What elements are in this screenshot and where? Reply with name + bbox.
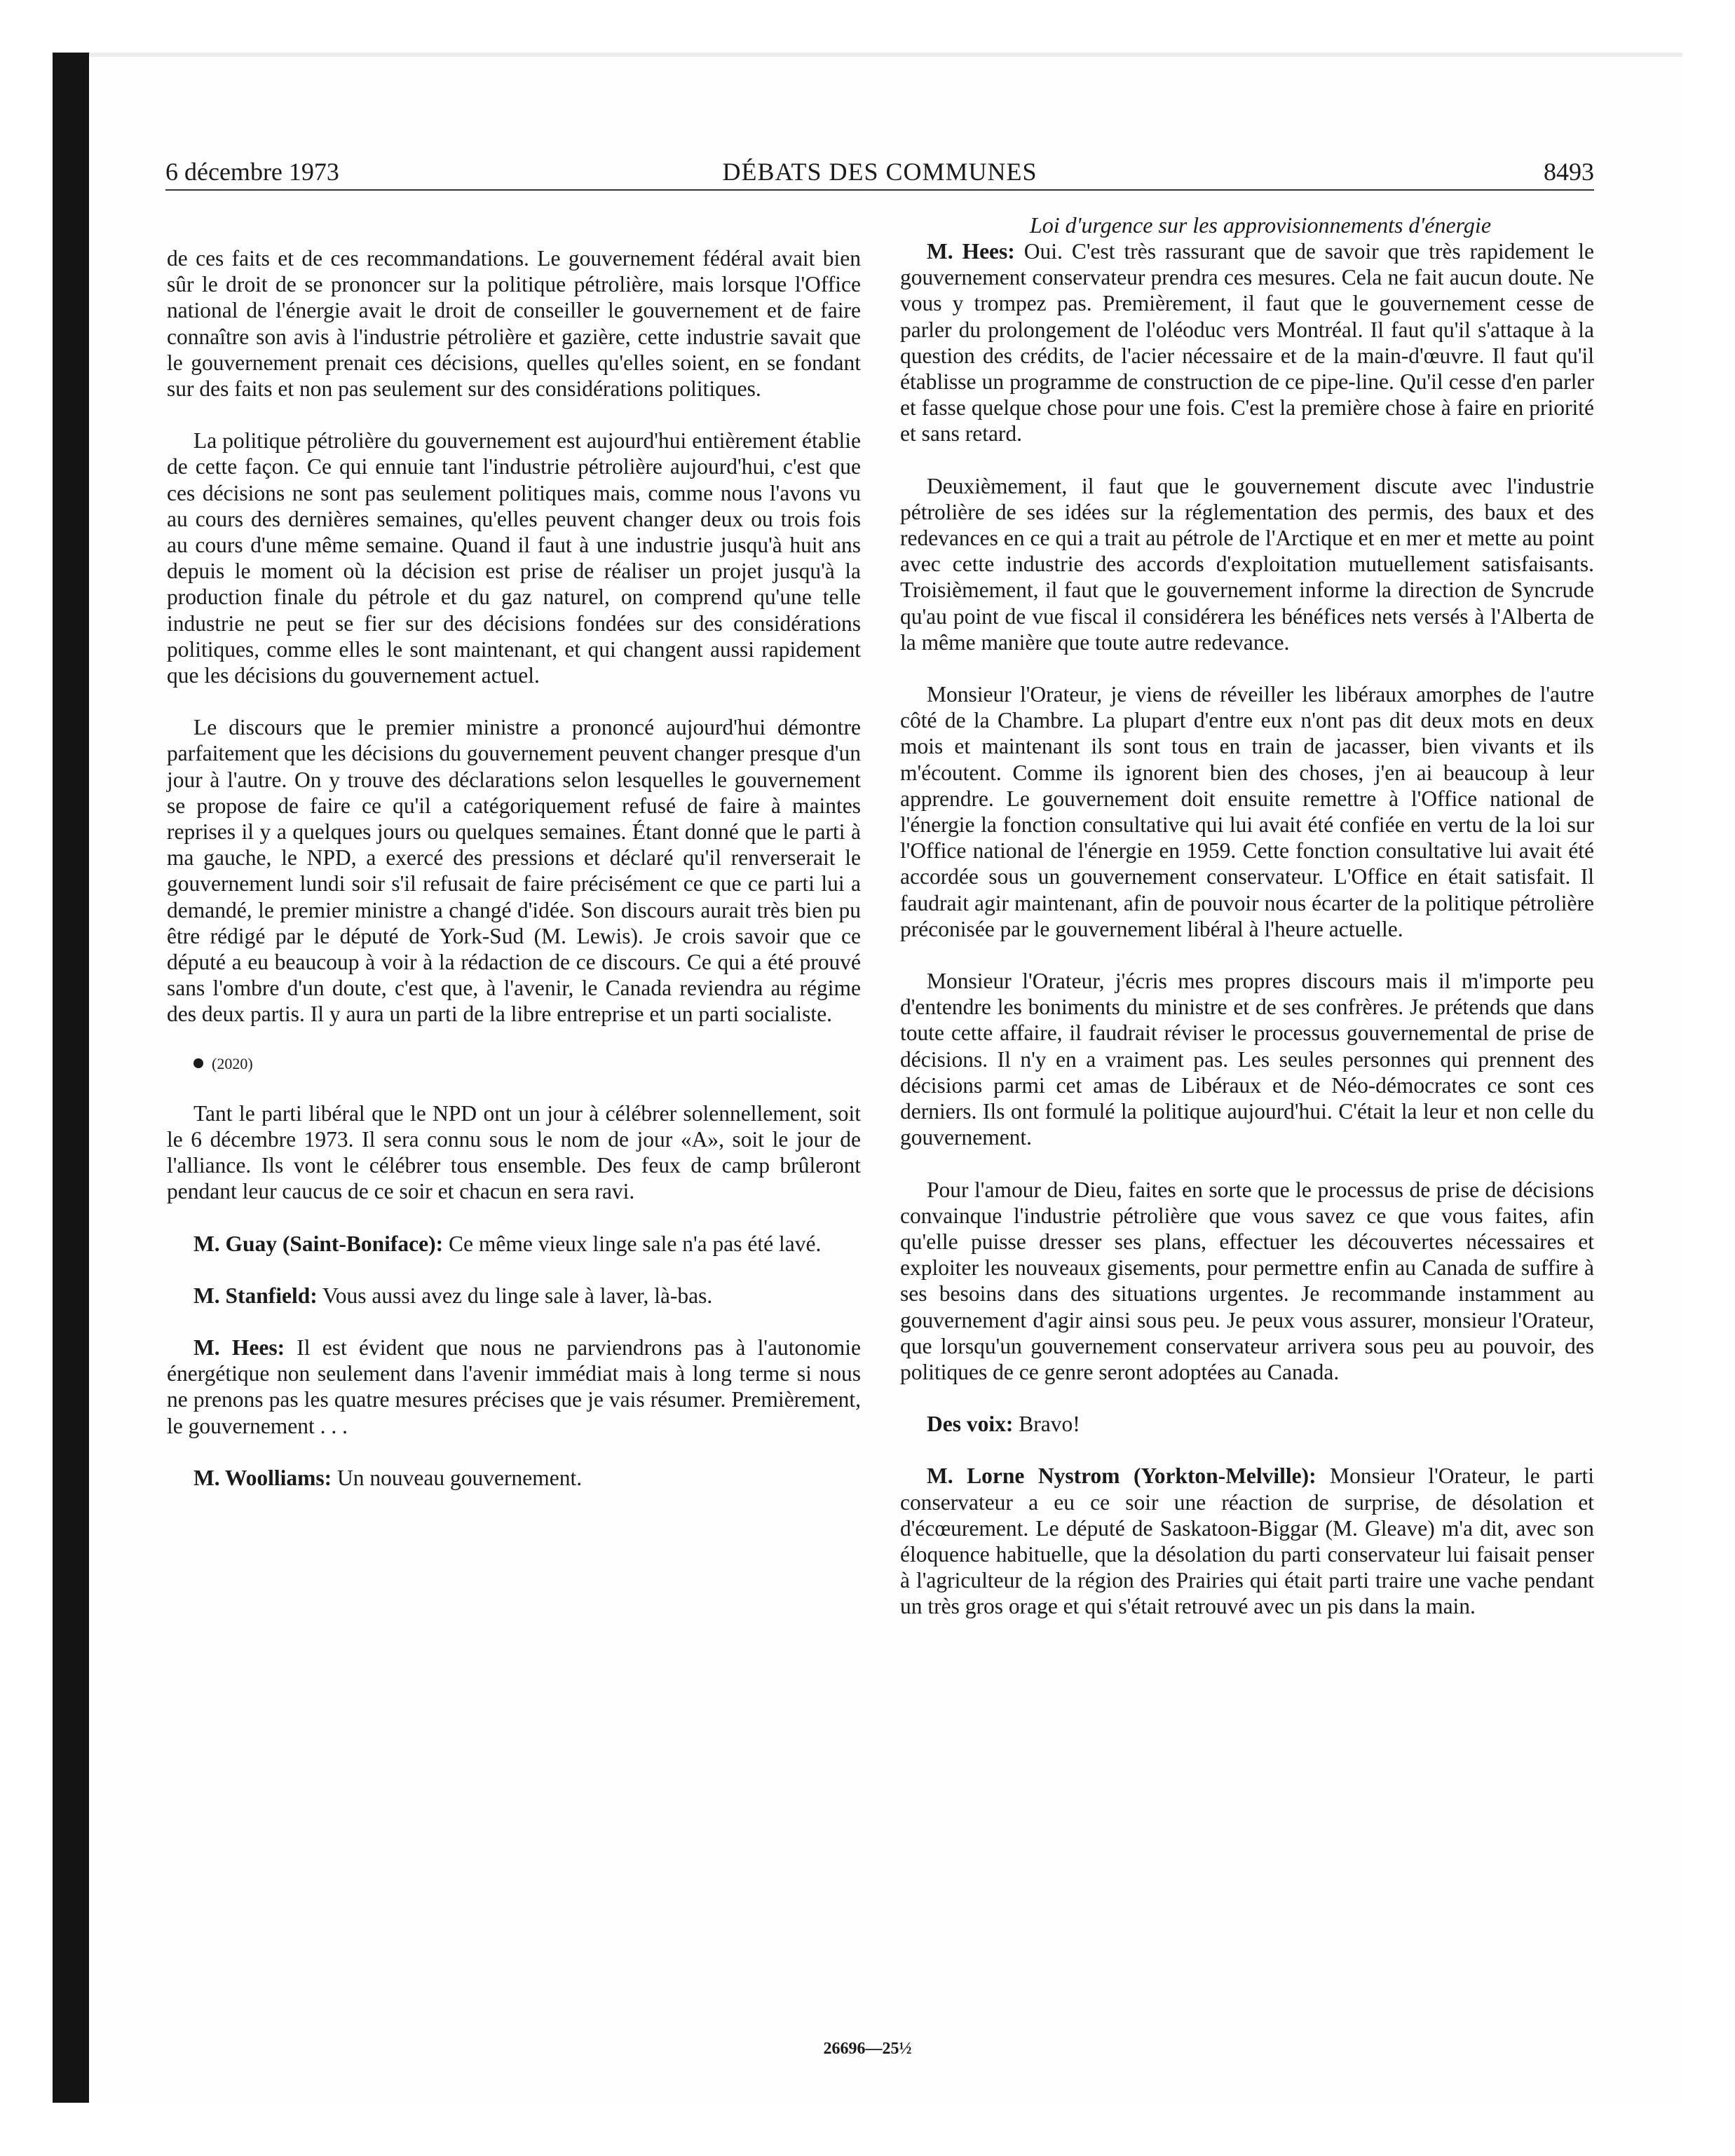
page-footer-code: 26696—25½: [823, 2040, 912, 2058]
time-marker-label: (2020): [212, 1054, 253, 1072]
paragraph: Deuxièmement, il faut que le gouvernement discute avec l'industrie pétrolière de ses idées sur la réglementation des permis, des baux et des redevances en ce qui a trait au pétrole de l'Arctique et en mer et mette au point avec cette industrie des accords d'exploitation mutuellement satisfaisants. Troisièmement, il faut que le gouvernement informe la direction de Syncrude qu'au point de vue fiscal il considérera les bénéfices nets versés à l'Alberta de la même manière que toute autre redevance.: [900, 473, 1594, 655]
paragraph: Le discours que le premier ministre a prononcé aujourd'hui démontre parfaitement que les décisions du gouvernement peuvent changer presque d'un jour à l'autre. On y trouve des déclarations selon lesquelles le gouvernement se propose de faire ce qu'il a catégoriquement refusé de faire à maintes reprises il y a quelques jours ou quelques semaines. Étant donné que le parti à ma gauche, le NPD, a exercé des pressions et déclaré qu'il renverserait le gouvernement lundi soir s'il refusait de faire précisément ce que ce parti lui a demandé, le premier ministre a changé d'idée. Son discours aurait très bien pu être rédigé par le député de York-Sud (M. Lewis). Je crois savoir que ce député a eu beaucoup à voir à la rédaction de ce discours. Ce qui a été prouvé sans l'ombre d'un doute, c'est que, à l'avenir, le Canada reviendra au régime des deux partis. Il y aura un parti de la libre entreprise et un parti socialiste.: [167, 715, 861, 1027]
speaker-name: M. Hees:: [927, 239, 1015, 264]
speech: [900, 1463, 1594, 1619]
running-head: Loi d'urgence sur les approvisionnements d'énergie: [1029, 212, 1492, 238]
time-marker: [167, 1053, 861, 1074]
speaker-name: M. Hees:: [193, 1335, 285, 1360]
header-rule: [165, 189, 1594, 191]
speech-text: Vous aussi avez du linge sale à laver, là-bas.: [317, 1283, 713, 1308]
left-column: [167, 245, 861, 1491]
right-column: [900, 212, 1594, 1620]
paragraph: Monsieur l'Orateur, j'écris mes propres discours mais il m'importe peu d'entendre les boniments du ministre et de ses confrères. Je prétends que dans toute cette affaire, il faudrait réviser le processus gouvernemental de prise de décisions. Il n'y en a vraiment pas. Les seules personnes qui prennent des décisions parmi cet amas de Libéraux et de Néo-démocrates ce sont ces derniers. Ils ont formulé la politique aujourd'hui. C'était la leur et non celle du gouvernement.: [900, 969, 1594, 1150]
speaker-name: Des voix:: [927, 1412, 1014, 1437]
speech: [167, 1465, 861, 1491]
speaker-name: M. Guay (Saint-Boniface):: [193, 1231, 444, 1256]
scan-binding-edge: [53, 53, 89, 2103]
speaker-name: M. Woolliams:: [193, 1465, 332, 1490]
paragraph: Tant le parti libéral que le NPD ont un jour à célébrer solennellement, soit le 6 décembre 1973. Il sera connu sous le nom de jour «A», soit le jour de l'alliance. Ils vont le célébrer tous ensemble. Des feux de camp brûleront pendant leur caucus de ce soir et chacun en sera ravi.: [167, 1100, 861, 1204]
paragraph: Pour l'amour de Dieu, faites en sorte que le processus de prise de décisions convainque l'industrie pétrolière que vous savez ce que vous faites, afin qu'elle puisse dresser ses plans, effectuer les découvertes nécessaires et exploiter les nouveaux gisements, pour permettre enfin au Canada de suffire à ses besoins dans des situations urgentes. Je recommande instamment au gouvernement d'agir ainsi sous peu. Je peux vous assurer, monsieur l'Orateur, que lorsqu'un gouvernement conservateur arrivera sous peu au pouvoir, des politiques de ce genre seront adoptées au Canada.: [900, 1177, 1594, 1384]
paragraph: de ces faits et de ces recommandations. Le gouvernement fédéral avait bien sûr le droit de se prononcer sur la politique pétrolière, mais lorsque l'Office national de l'énergie avait le droit de conseiller le gouvernement et de faire connaître son avis à l'industrie pétrolière et gazière, cette industrie savait que le gouvernement prenait ces décisions, quelles qu'elles soient, en se fondant sur des faits et non pas seulement sur des considérations politiques.: [167, 246, 861, 402]
page-header: [165, 154, 1594, 189]
speech: [900, 1411, 1594, 1437]
speaker-name: M. Lorne Nystrom (Yorkton-Melville):: [927, 1464, 1316, 1489]
speech: [167, 1231, 861, 1257]
header-title: DÉBATS DES COMMUNES: [722, 158, 1037, 186]
speech-text: Il est évident que nous ne parviendrons pas à l'autonomie énergétique non seulement dans l'avenir immédiat mais à long terme si nous ne prenons pas les quatre mesures précises que je vais résumer. Premièrement, le gouvernement . . .: [167, 1335, 861, 1438]
speech-text: Un nouveau gouvernement.: [332, 1465, 583, 1490]
paragraph: La politique pétrolière du gouvernement est aujourd'hui entièrement établie de cette façon. Ce qui ennuie tant l'industrie pétrolière aujourd'hui, c'est que ces décisions ne sont pas seulement politiques mais, comme nous l'avons vu au cours des dernières semaines, qu'elles peuvent changer deux ou trois fois au cours d'une même semaine. Quand il faut à une industrie jusqu'à huit ans depuis le moment où la décision est prise de réaliser un projet jusqu'à la production finale du pétrole et du gaz naturel, on comprend qu'une telle industrie ne peut se fier sur des décisions fondées sur des considérations politiques, comme elles le sont maintenant, et qui changent aussi rapidement que les décisions du gouvernement actuel.: [167, 428, 861, 688]
bullet-icon: [193, 1058, 203, 1068]
speech-text: Ce même vieux linge sale n'a pas été lavé.: [443, 1231, 822, 1256]
speech-text: Oui. C'est très rassurant que de savoir que très rapidement le gouvernement conservateur prendra ces mesures. Cela ne fait aucun doute. Ne vous y trompez pas. Premièrement, il faut que le gouvernement cesse de parler du prolongement de l'oléoduc vers Montréal. Il faut qu'il s'attaque à la question des crédits, de l'acier nécessaire et de la main-d'œuvre. Il faut qu'il établisse un programme de construction de ce pipe-line. Qu'il cesse d'en parler et fasse quelque chose pour une fois. C'est la première chose à faire en priorité et sans retard.: [900, 239, 1594, 446]
speaker-name: M. Stanfield:: [193, 1283, 318, 1308]
speech-text: Bravo!: [1013, 1412, 1080, 1437]
header-date: 6 décembre 1973: [165, 158, 339, 186]
speech: [900, 238, 1594, 447]
header-page-number: 8493: [1544, 158, 1594, 186]
speech: [167, 1283, 861, 1309]
speech: [167, 1335, 861, 1439]
speech-text: Monsieur l'Orateur, le parti conservateur a eu ce soir une réaction de surprise, de désolation et d'écœurement. Le député de Saskatoon-Biggar (M. Gleave) m'a dit, avec son éloquence habituelle, que la désolation du parti conservateur lui faisait penser à l'agriculteur de la région des Prairies qui était parti traire une vache pendant un très gros orage et qui s'était retrouvé avec un pis dans la main.: [900, 1464, 1594, 1619]
paragraph: Monsieur l'Orateur, je viens de réveiller les libéraux amorphes de l'autre côté de la Chambre. La plupart d'entre eux n'ont pas dit deux mots en deux mois et maintenant ils sont tous en train de jacasser, bien vivants et ils m'écoutent. Comme ils ignorent bien des choses, j'en ai beaucoup à leur apprendre. Le gouvernement doit ensuite remettre à l'Office national de l'énergie la fonction consultative qui lui avait été confiée en vertu de la loi sur l'Office national de l'énergie en 1959. Cette fonction consultative lui avait été accordée sous un gouvernement conservateur. L'Office en était satisfait. Il faudrait agir maintenant, afin de pouvoir nous écarter de la politique pétrolière préconisée par le gouvernement libéral à l'heure actuelle.: [900, 682, 1594, 941]
